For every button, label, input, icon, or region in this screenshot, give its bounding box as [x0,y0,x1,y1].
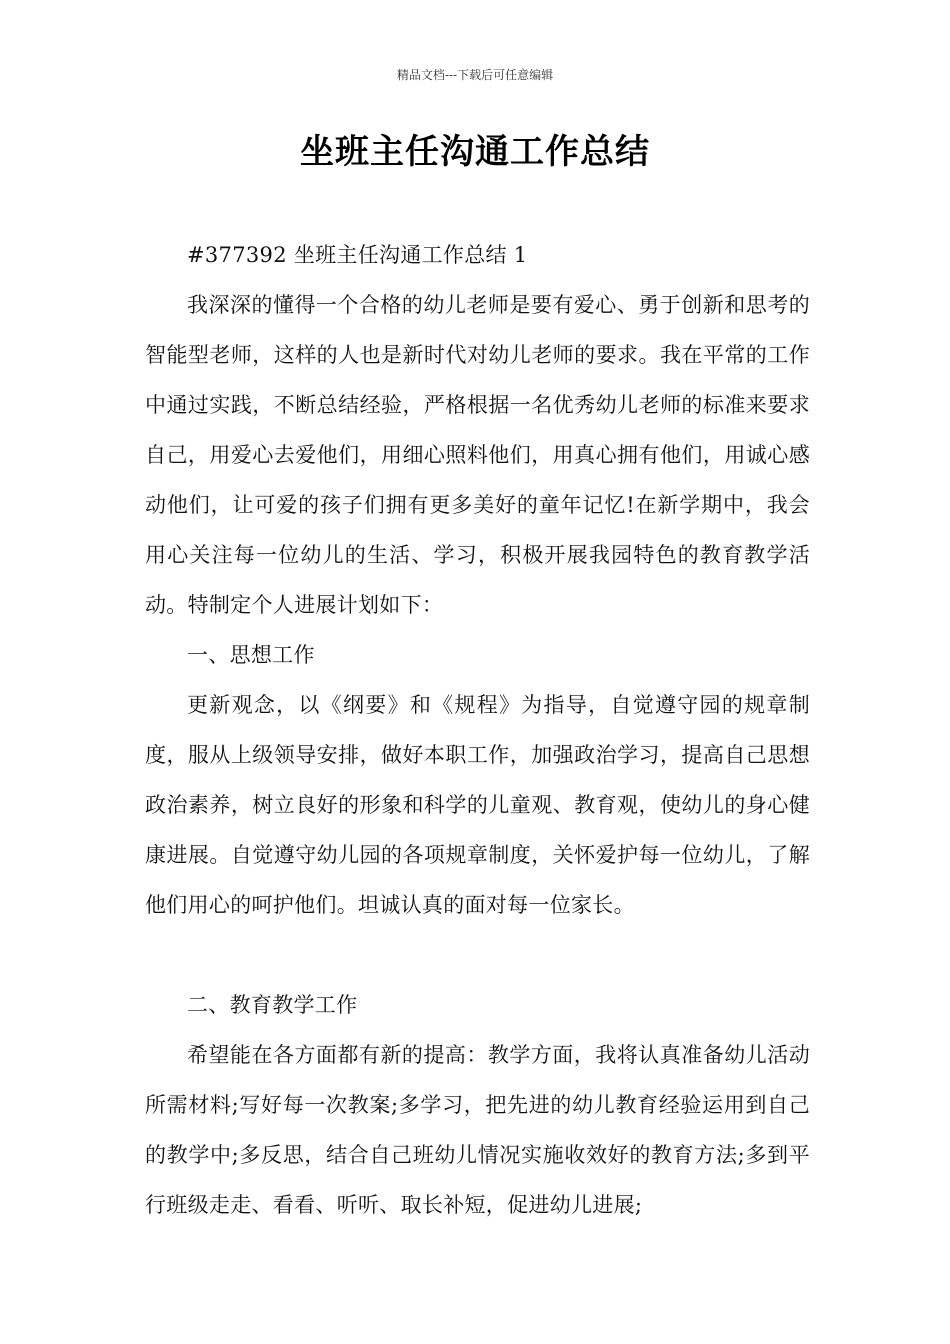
page-header: 精品文档---下载后可任意编辑 [396,68,554,82]
document-body [145,230,810,1230]
document-subtitle: #377392 坐班主任沟通工作总结 1 [187,243,528,267]
document-title: 坐班主任沟通工作总结 [300,132,650,172]
section-heading-teaching: 二、教育教学工作 [187,993,358,1017]
section-heading-ideology: 一、思想工作 [187,643,315,667]
paragraph-ideology: 更新观念，以《纲要》和《规程》为指导，自觉遵守园的规章制度，服从上级领导安排，做好本职工作，加强政治学习，提高自己思想政治素养，树立良好的形象和科学的儿童观、教育观，使幼儿的身心健康进展。自觉遵守幼儿园的各项规章制度，关怀爱护每一位幼儿，了解他们用心的呵护他们。坦诚认真的面对每一位家长。 [145,693,810,917]
paragraph-intro: 我深深的懂得一个合格的幼儿老师是要有爱心、勇于创新和思考的智能型老师，这样的人也是新时代对幼儿老师的要求。我在平常的工作中通过实践，不断总结经验，严格根据一名优秀幼儿老师的标准来要求自己，用爱心去爱他们，用细心照料他们，用真心拥有他们，用诚心感动他们，让可爱的孩子们拥有更多美好的童年记忆!在新学期中，我会用心关注每一位幼儿的生活、学习，积极开展我园特色的教育教学活动。特制定个人进展计划如下： [145,293,810,617]
paragraph-gap [145,930,810,980]
paragraph-teaching: 希望能在各方面都有新的提高：教学方面，我将认真准备幼儿活动所需材料;写好每一次教案;多学习，把先进的幼儿教育经验运用到自己的教学中;多反思，结合自己班幼儿情况实施收效好的教育方法;多到平行班级走走、看看、听听、取长补短，促进幼儿进展; [145,1043,810,1217]
